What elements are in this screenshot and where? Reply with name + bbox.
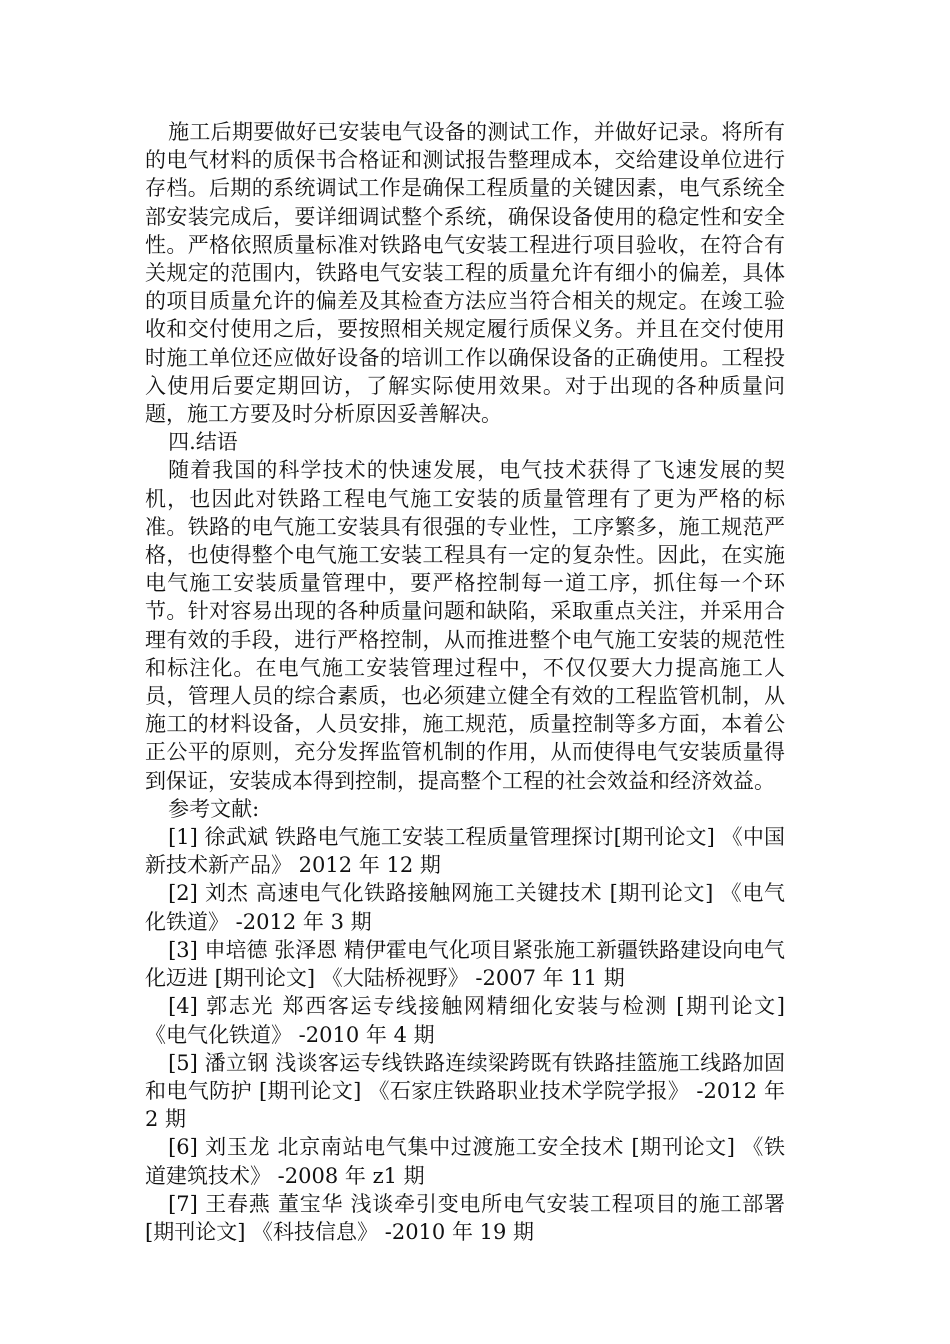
body-paragraph-conclusion: 随着我国的科学技术的快速发展，电气技术获得了飞速发展的契机，也因此对铁路工程电气施工安装的质量管理有了更为严格的标准。铁路的电气施工安装具有很强的专业性，工序繁多，施工规范严格，也使得整个电气施工安装工程具有一定的复杂性。因此，在实施电气施工安装质量管理中，要严格控制每一道工序，抓住每一个环节。针对容易出现的各种质量问题和缺陷，采取重点关注，并采用合理有效的手段，进行严格控制，从而推进整个电气施工安装的规范性和标注化。在电气施工安装管理过程中，不仅仅要大力提高施工人员，管理人员的综合素质，也必须建立健全有效的工程监管机制，从施工的材料设备，人员安排，施工规范，质量控制等多方面，本着公正公平的原则，充分发挥监管机制的作用，从而使得电气安装质量得到保证，安装成本得到控制，提高整个工程的社会效益和经济效益。 [145,458,785,793]
reference-item-7: [7] 王春燕 董宝华 浅谈牵引变电所电气安装工程项目的施工部署 [期刊论文] 《科技信息》 -2010 年 19 期 [145,1191,785,1244]
reference-item-2: [2] 刘杰 高速电气化铁路接触网施工关键技术 [期刊论文] 《电气化铁道》 -2012 年 3 期 [145,881,785,934]
reference-item-6: [6] 刘玉龙 北京南站电气集中过渡施工安全技术 [期刊论文] 《铁道建筑技术》 -2008 年 z1 期 [145,1135,785,1188]
body-paragraph-testing: 施工后期要做好已安装电气设备的测试工作，并做好记录。将所有的电气材料的质保书合格证和测试报告整理成本，交给建设单位进行存档。后期的系统调试工作是确保工程质量的关键因素，电气系统全部安装完成后，要详细调试整个系统，确保设备使用的稳定性和安全性。严格依照质量标准对铁路电气安装工程进行项目验收，在符合有关规定的范围内，铁路电气安装工程的质量允许有细小的偏差，具体的项目质量允许的偏差及其检查方法应当符合相关的规定。在竣工验收和交付使用之后，要按照相关规定履行质保义务。并且在交付使用时施工单位还应做好设备的培训工作以确保设备的正确使用。工程投入使用后要定期回访，了解实际使用效果。对于出现的各种质量问题，施工方要及时分析原因妥善解决。 [145,120,785,427]
section-heading-conclusion: 四.结语 [168,430,238,455]
reference-item-1: [1] 徐武斌 铁路电气施工安装工程质量管理探讨[期刊论文] 《中国新技术新产品》 2012 年 12 期 [145,825,785,878]
reference-item-5: [5] 潘立钢 浅谈客运专线铁路连续梁跨既有铁路挂篮施工线路加固和电气防护 [期刊论文] 《石家庄铁路职业技术学院学报》 -2012 年 2 期 [145,1050,785,1132]
document-page [145,118,785,1246]
reference-item-3: [3] 申培德 张泽恩 精伊霍电气化项目紧张施工新疆铁路建设向电气化迈进 [期刊论文] 《大陆桥视野》 -2007 年 11 期 [145,937,785,991]
reference-item-4: [4] 郭志光 郑西客运专线接触网精细化安装与检测 [期刊论文] 《电气化铁道》 -2010 年 4 期 [145,994,785,1047]
references-heading: 参考文献: [168,796,260,821]
